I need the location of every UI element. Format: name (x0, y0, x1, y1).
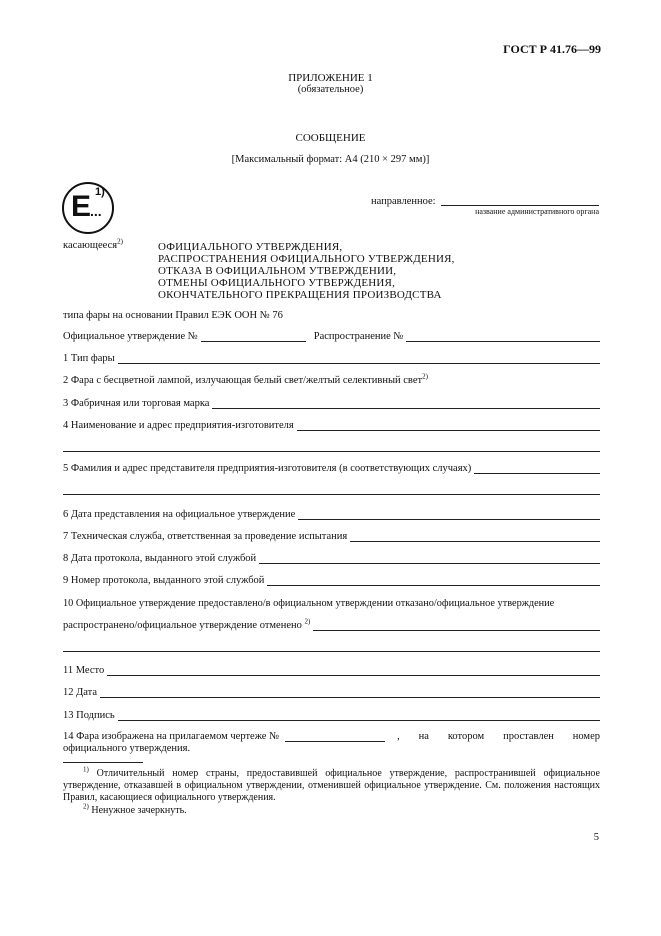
extension-label: Распространение № (313, 331, 404, 342)
item-2-row (63, 372, 600, 386)
item-14-label: 14 Фара изображена на прилагаемом чертеже № (63, 731, 280, 742)
item-5-field-cont[interactable] (63, 494, 600, 495)
item-7-field[interactable] (350, 531, 600, 542)
format-note: [Максимальный формат: А4 (210 × 297 мм)] (231, 154, 430, 165)
item-3-field[interactable] (212, 398, 600, 409)
page-number: 5 (593, 832, 599, 843)
item-4-row (63, 420, 600, 431)
drawing-number-field[interactable] (285, 731, 385, 742)
e-mark-note: 1) (95, 186, 105, 198)
standard-number: ГОСТ Р 41.76—99 (503, 42, 601, 56)
e-mark-letter: E (71, 190, 92, 223)
appendix-title: ПРИЛОЖЕНИЕ 1 (288, 72, 373, 84)
item-5-field[interactable] (474, 463, 600, 474)
item-9-field[interactable] (267, 575, 600, 586)
approval-field[interactable] (201, 331, 306, 342)
item-10-label-cont: распространено/официальное утверждение отменено $^{2)}$ (63, 617, 311, 631)
concerning-line: ОТМЕНЫ ОФИЦИАЛЬНОГО УТВЕРЖДЕНИЯ, (158, 277, 396, 289)
item-11-label: 11 Место (63, 665, 105, 676)
item-14-label-cont: , на котором проставлен номер (397, 731, 600, 742)
item-14-label-end: официального утверждения. (63, 743, 191, 754)
date-field[interactable] (100, 687, 600, 698)
item-13-label: 13 Подпись (63, 710, 115, 721)
footnote-1: $^{1)}$ Отличительный номер страны, предоставившей официальное утверждение, распространившей официальное утверждение, отказавшей в официальном утверждении, отменившей официальное утверждение. См. положения настоящих Правил, касающиеся официального утверждения. (63, 765, 600, 803)
item-5-label: 5 Фамилия и адрес представителя предприятия-изготовителя (в соответствующих случаях) (63, 463, 472, 474)
item-14-row (63, 731, 600, 742)
item-8-row (63, 553, 600, 564)
message-title: СООБЩЕНИЕ (295, 132, 366, 144)
concerning-list (158, 241, 455, 301)
extension-field[interactable] (406, 331, 600, 342)
item-10-field[interactable] (313, 620, 600, 631)
signature-field[interactable] (118, 710, 600, 721)
item-10-label: 10 Официальное утверждение предоставлено/в официальном утверждении отказано/официальное утверждение (63, 598, 555, 609)
item-10-field-cont[interactable] (63, 651, 600, 652)
footnote-divider (63, 762, 143, 763)
concerning-line: ОТКАЗА В ОФИЦИАЛЬНОМ УТВЕРЖДЕНИИ, (158, 265, 397, 277)
sent-to-field[interactable] (441, 205, 599, 206)
item-6-label: 6 Дата представления на официальное утверждение (63, 509, 296, 520)
concerning-line: РАСПРОСТРАНЕНИЯ ОФИЦИАЛЬНОГО УТВЕРЖДЕНИЯ, (158, 253, 455, 265)
approval-label: Официальное утверждение № (63, 331, 198, 342)
item-3-label: 3 Фабричная или торговая марка (63, 398, 210, 409)
concerning-label: касающееся$^{2)}$ (63, 237, 123, 251)
sent-to-label: направленное: (371, 196, 436, 207)
item-1-label: 1 Тип фары (63, 353, 115, 364)
concerning-line: ОКОНЧАТЕЛЬНОГО ПРЕКРАЩЕНИЯ ПРОИЗВОДСТВА (158, 289, 442, 301)
item-6-row (63, 509, 600, 520)
sent-to-caption: название административного органа (475, 207, 599, 216)
item-12-label: 12 Дата (63, 687, 98, 698)
item-4-field-cont[interactable] (63, 451, 600, 452)
item-1-row (63, 353, 600, 364)
item-8-field[interactable] (259, 553, 600, 564)
item-6-field[interactable] (298, 509, 600, 520)
item-13-row (63, 710, 600, 721)
concerning-line: ОФИЦИАЛЬНОГО УТВЕРЖДЕНИЯ, (158, 241, 343, 253)
e-mark-icon (60, 180, 116, 236)
item-4-label: 4 Наименование и адрес предприятия-изготовителя (63, 420, 294, 431)
item-9-row (63, 575, 600, 586)
footnote-2: $^{2)}$ Ненужное зачеркнуть. (83, 802, 187, 816)
item-7-label: 7 Техническая служба, ответственная за проведение испытания (63, 531, 348, 542)
item-12-row (63, 687, 600, 698)
approval-row (63, 331, 600, 342)
item-5-row (63, 463, 600, 474)
item-7-row (63, 531, 600, 542)
item-3-row (63, 398, 600, 409)
item-11-row (63, 665, 600, 676)
item-9-label: 9 Номер протокола, выданного этой службой (63, 575, 265, 586)
item-1-field[interactable] (118, 353, 600, 364)
item-8-label: 8 Дата протокола, выданного этой службой (63, 553, 257, 564)
place-field[interactable] (107, 665, 600, 676)
e-mark-dots: ... (90, 203, 102, 219)
lamp-type-text: типа фары на основании Правил ЕЭК ООН № 76 (63, 310, 283, 321)
item-2-label: 2 Фара с бесцветной лампой, излучающая белый свет/желтый селективный свет$^{2)}$ (63, 372, 428, 386)
item-10-row (63, 617, 600, 631)
appendix-subtitle: (обязательное) (297, 84, 364, 95)
item-4-field[interactable] (297, 420, 600, 431)
